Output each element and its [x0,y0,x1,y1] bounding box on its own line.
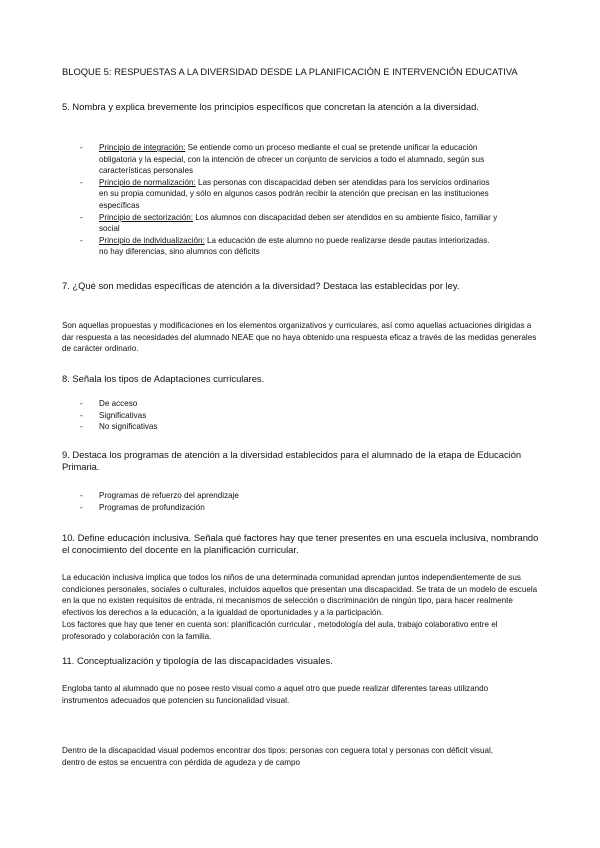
question-9: 9. Destaca los programas de atención a la diversidad establecidos para el alumnado de la etapa de Educación Primaria. [62,449,522,472]
principles-list [80,142,500,258]
list-item: - Significativas [80,410,500,422]
adaptations-list [80,398,500,433]
principle-term: Principio de individualización: [99,235,205,245]
question-5: 5. Nombra y explica brevemente los principios específicos que concretan la atención a la diversidad. [62,101,479,112]
principle-text: Las personas con discapacidad deben ser atendidas para los servicios ordinarios en su propia comunidad, y sólo en algunos casos podrán recibir la atención que precisan en las instituciones específicas [99,177,490,210]
principle-text: Los alumnos con discapacidad deben ser atendidos en su ambiente físico, familiar y social [99,212,498,234]
principle-term: Principio de integración: [99,143,186,152]
answer-7: Son aquellas propuestas y modificaciones en los elementos organizativos y curriculares, así como aquellas actuaciones dirigidas a dar respuesta a las necesidades del alumnado NEAE que no haya obtenido una respuesta eficaz a través de las medidas generales de carácter ordinario. [62,321,537,354]
question-7: 7. ¿Qué son medidas específicas de atención a la diversidad? Destaca las establecidas por ley. [62,280,460,291]
question-11: 11. Conceptualización y tipología de las discapacidades visuales. [62,655,333,666]
list-item [80,212,500,235]
programs-list [80,490,500,513]
list-item [80,235,500,258]
list-item [80,177,500,212]
list-item: - Programas de profundización [80,502,500,514]
section-heading: BLOQUE 5: RESPUESTAS A LA DIVERSIDAD DESDE LA PLANIFICACIÓN E INTERVENCIÓN EDUCATIVA [62,66,518,77]
list-item: - De acceso [80,398,500,410]
list-item: - No significativas [80,421,500,433]
principle-term: Principio de sectorización: [99,212,194,222]
answer-11-part-2: Dentro de la discapacidad visual podemos encontrar dos tipos: personas con ceguera total y personas con déficit visual, dentro de estos se encuentra con pérdida de agudeza y de campo [62,746,494,767]
question-10: 10. Define educación inclusiva. Señala qué factores hay que tener presentes en una escuela inclusiva, nombrando el conocimiento del docente en la planificación curricular. [62,532,539,555]
answer-11-part-1: Engloba tanto al alumnado que no posee resto visual como a aquel otro que puede realizar diferentes tareas utilizando instrumentos adecuados que potencien su funcionalidad visual. [62,684,489,705]
principle-text: La educación de este alumno no puede realizarse desde pautas interiorizadas. no hay diferencias, sino alumnos con déficits [99,235,490,257]
answer-10-part-2: Los factores que hay que tener en cuenta son: planificación curricular , metodología del aula, trabajo colaborativo entre el profesorado y colaboración con la familia. [62,620,498,641]
principle-term: Principio de normalización: [99,177,196,187]
principle-text: Se entiende como un proceso mediante el cual se pretende unificar la educación obligatoria y la especial, con la intención de ofrecer un conjunto de servicios a todo el alumnado, según sus características personales [99,143,485,176]
answer-10-part-1: La educación inclusiva implica que todos los niños de una determinada comunidad aprendan juntos independientemente de sus condiciones personales, sociales o culturales, incluidos aquellos que presentan una discapacidad. Se trata de un modelo de escuela en la que no existen requisitos de entrada, ni mecanismos de selección o discriminación de ningún tipo, para hacer realmente efectivos los derechos a la educación, a la igualdad de oportunidades y a la participación. [62,573,538,617]
question-8: 8. Señala los tipos de Adaptaciones curriculares. [62,373,265,384]
list-item: - Programas de refuerzo del aprendizaje [80,490,500,502]
list-item [80,142,500,177]
